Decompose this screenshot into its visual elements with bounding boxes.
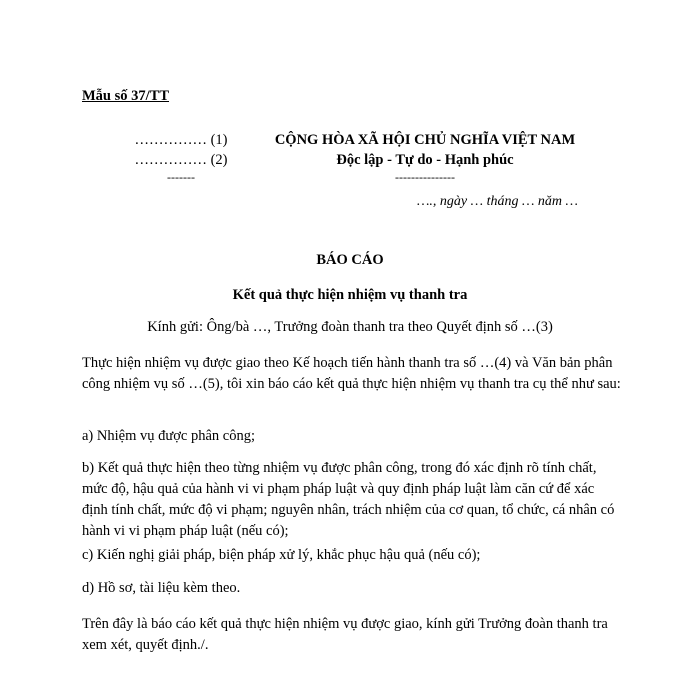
- motto-divider: ---------------: [395, 170, 455, 184]
- body-paragraph-c: c) Kiến nghị giải pháp, biện pháp xử lý, khắc phục hậu quả (nếu có);: [82, 547, 481, 563]
- body-paragraph-closing: Trên đây là báo cáo kết quả thực hiện nhiệm vụ được giao, kính gửi Trưởng đoàn thanh tra xem xét, quyết định./.: [82, 616, 608, 653]
- national-motto: Độc lập - Tự do - Hạnh phúc: [336, 152, 514, 168]
- body-paragraph-a: a) Nhiệm vụ được phân công;: [82, 428, 255, 444]
- national-title: CỘNG HÒA XÃ HỘI CHỦ NGHĨA VIỆT NAM: [274, 132, 576, 148]
- date-line: …., ngày … tháng … năm …: [416, 194, 578, 209]
- agency-line-2: …………… (2): [134, 152, 228, 168]
- national-header-block: [255, 130, 595, 184]
- body-paragraph-d: d) Hồ sơ, tài liệu kèm theo.: [82, 580, 241, 596]
- agency-line-1: …………… (1): [134, 132, 228, 148]
- issuing-agency-block: [96, 130, 266, 184]
- agency-divider: -------: [167, 170, 195, 184]
- document-subtitle: Kết quả thực hiện nhiệm vụ thanh tra: [232, 287, 468, 303]
- recipient-greeting: Kính gửi: Ông/bà …, Trưởng đoàn thanh tra theo Quyết định số …(3): [147, 319, 553, 335]
- document-title: BÁO CÁO: [316, 252, 384, 268]
- body-paragraph-b: b) Kết quả thực hiện theo từng nhiệm vụ được phân công, trong đó xác định rõ tính chất, mức độ, hậu quả của hành vi vi phạm pháp luật và quy định pháp luật làm căn cứ để xác định tính chất, mức độ vi phạm; nguyên nhân, trách nhiệm của cơ quan, tổ chức, cá nhân có hành vi vi phạm pháp luật (nếu có);: [82, 460, 615, 539]
- body-paragraph-intro: Thực hiện nhiệm vụ được giao theo Kế hoạch tiến hành thanh tra số …(4) và Văn bản phân công nhiệm vụ số …(5), tôi xin báo cáo kết quả thực hiện nhiệm vụ thanh tra cụ thể như sau:: [82, 355, 621, 392]
- form-number: Mẫu số 37/TT: [82, 88, 170, 104]
